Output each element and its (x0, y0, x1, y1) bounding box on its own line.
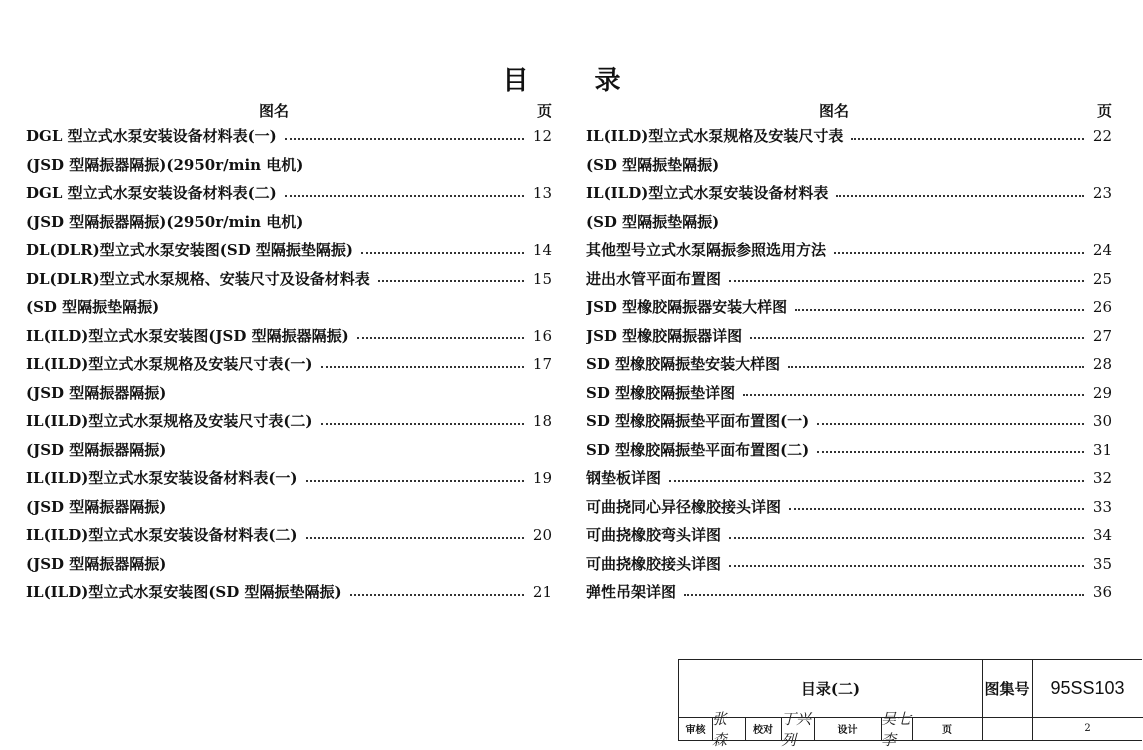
toc-entry (26, 179, 552, 208)
dot-leader (750, 336, 1084, 339)
toc-right-header (586, 100, 1112, 122)
toc-entry-page: 19 (532, 469, 552, 487)
design-label: 设计 (837, 725, 858, 736)
toc-entry (26, 464, 552, 493)
toc-entry-page: 25 (1092, 269, 1112, 288)
review-signature: 张 森 (712, 709, 728, 749)
toc-entry-page: 26 (1092, 298, 1112, 316)
toc-entry-title: 可曲挠橡胶接头详图 (586, 554, 722, 573)
dot-leader (851, 137, 1084, 140)
toc-entry (586, 436, 1112, 465)
toc-entry (26, 550, 552, 579)
dot-leader (285, 137, 524, 140)
sheet-name: 目录(二) (800, 680, 861, 698)
toc-entry (586, 208, 1112, 237)
toc-entry (586, 122, 1112, 151)
dot-leader (729, 564, 1084, 567)
dot-leader (743, 393, 1084, 396)
toc-entry-title: (SD 型隔振垫隔振) (586, 212, 720, 231)
toc-entry-page: 34 (1092, 526, 1112, 544)
toc-entry-page: 17 (532, 355, 552, 373)
toc-entry (586, 578, 1112, 607)
toc-entry (26, 208, 552, 237)
toc-left-header (26, 100, 552, 122)
page-label: 页 (942, 725, 952, 736)
toc-entry (26, 265, 552, 294)
toc-entry (586, 407, 1112, 436)
toc-entry-title: SD 型橡胶隔振垫详图 (586, 383, 736, 402)
dot-leader (834, 251, 1084, 254)
drawing-name-header: 图名 (818, 102, 849, 120)
title-block (678, 659, 1142, 749)
page-title: 目 录 (502, 66, 641, 96)
toc-entry-title: DGL 型立式水泵安装设备材料表(二) (26, 184, 277, 202)
dot-leader (321, 365, 524, 368)
toc-entry-title: IL(ILD)型立式水泵规格及安装尺寸表 (586, 127, 844, 145)
dot-leader (321, 422, 524, 425)
toc-entry-title: IL(ILD)型立式水泵安装图(JSD 型隔振器隔振) (26, 326, 349, 345)
toc-entry (26, 436, 552, 465)
toc-entry-title: (JSD 型隔振器隔振)(2950r/min 电机) (26, 212, 304, 231)
toc-entry-title: JSD 型橡胶隔振器安装大样图 (586, 298, 788, 316)
toc-entry (586, 550, 1112, 579)
atlas-label: 图集号 (984, 680, 1030, 698)
toc-entry-page: 14 (532, 241, 552, 259)
dot-leader (306, 536, 524, 539)
dot-leader (306, 479, 524, 482)
toc-entry (26, 350, 552, 379)
toc-entry-page: 24 (1092, 241, 1112, 259)
toc-entry-page: 15 (532, 269, 552, 288)
dot-leader (789, 507, 1084, 510)
toc-entry-title: SD 型橡胶隔振垫平面布置图(二) (586, 440, 810, 459)
page-header: 页 (1096, 102, 1112, 120)
toc-entry (26, 322, 552, 351)
drawing-name-header: 图名 (258, 102, 289, 120)
toc-right-column (586, 100, 1112, 607)
toc-entry-title: (JSD 型隔振器隔振) (26, 497, 167, 516)
toc-entry (26, 293, 552, 322)
dot-leader (729, 536, 1084, 539)
toc-entry-title: IL(ILD)型立式水泵安装设备材料表(一) (26, 469, 298, 487)
toc-entry-title: 可曲挠同心异径橡胶接头详图 (586, 497, 782, 516)
toc-entry-title: IL(ILD)型立式水泵安装设备材料表(二) (26, 526, 298, 544)
dot-leader (357, 336, 524, 339)
check-label: 校对 (753, 725, 773, 736)
toc-entry-title: IL(ILD)型立式水泵规格及安装尺寸表(二) (26, 412, 313, 430)
toc-entry-page: 18 (532, 412, 552, 430)
dot-leader (817, 422, 1084, 425)
toc-entry (586, 464, 1112, 493)
toc-entry-title: 其他型号立式水泵隔振参照选用方法 (586, 241, 827, 259)
toc-entry-page: 23 (1092, 184, 1112, 202)
toc-entry-title: (JSD 型隔振器隔振)(2950r/min 电机) (26, 155, 304, 174)
toc-entry-title: JSD 型橡胶隔振器详图 (586, 326, 743, 345)
toc-entry (26, 379, 552, 408)
toc-entry-title: IL(ILD)型立式水泵安装图(SD 型隔振垫隔振) (26, 583, 342, 601)
toc-entry-page: 16 (532, 326, 552, 345)
toc-entry-page: 29 (1092, 383, 1112, 402)
toc-entry (586, 293, 1112, 322)
toc-entry-title: DGL 型立式水泵安装设备材料表(一) (26, 127, 277, 145)
toc-entry-page: 12 (532, 127, 552, 145)
toc-entry-page: 33 (1092, 497, 1112, 516)
dot-leader (836, 194, 1084, 197)
toc-entry-page: 13 (532, 184, 552, 202)
toc-entry-title: (JSD 型隔振器隔振) (26, 383, 167, 402)
toc-entry-title: IL(ILD)型立式水泵安装设备材料表 (586, 184, 829, 202)
toc-entry-title: SD 型橡胶隔振垫安装大样图 (586, 355, 781, 373)
toc-entry-title: (SD 型隔振垫隔振) (26, 298, 160, 316)
toc-entry-title: (JSD 型隔振器隔振) (26, 440, 167, 459)
dot-leader (817, 450, 1084, 453)
dot-leader (285, 194, 524, 197)
toc-entry-title: SD 型橡胶隔振垫平面布置图(一) (586, 412, 810, 430)
toc-entry (586, 521, 1112, 550)
toc-entry-page: 27 (1092, 326, 1112, 345)
toc-entry (586, 322, 1112, 351)
dot-leader (361, 251, 524, 254)
toc-entry (26, 578, 552, 607)
page-header: 页 (536, 102, 552, 120)
dot-leader (795, 308, 1084, 311)
dot-leader (729, 279, 1084, 282)
design-signature: 吴七李 (881, 709, 912, 749)
atlas-number: 95SS103 (1050, 678, 1125, 698)
page-number: 2 (1084, 723, 1091, 734)
toc-entry (586, 179, 1112, 208)
dot-leader (378, 279, 524, 282)
toc-entry-title: 可曲挠橡胶弯头详图 (586, 526, 722, 544)
toc-entry-page: 32 (1092, 469, 1112, 487)
toc-entry-title: (JSD 型隔振器隔振) (26, 554, 167, 573)
toc-left-column (26, 100, 552, 607)
toc-entry-page: 22 (1092, 127, 1112, 145)
toc-entry-page: 21 (532, 583, 552, 601)
toc-entry-title: DL(DLR)型立式水泵规格、安装尺寸及设备材料表 (26, 269, 370, 288)
dot-leader (669, 479, 1084, 482)
toc-entry-page: 20 (532, 526, 552, 544)
toc-entry-title: 弹性吊架详图 (586, 583, 677, 601)
toc-entry-page: 36 (1092, 583, 1112, 601)
check-signature: 丁兴列 (781, 709, 812, 749)
toc-entry (586, 379, 1112, 408)
toc-entry (26, 407, 552, 436)
toc-entry-page: 30 (1092, 412, 1112, 430)
toc-entry-title: 钢垫板详图 (586, 469, 662, 487)
dot-leader (350, 593, 524, 596)
dot-leader (684, 593, 1084, 596)
toc-entry-page: 31 (1092, 440, 1112, 459)
toc-entry (586, 350, 1112, 379)
toc-entry (26, 122, 552, 151)
toc-entry-page: 28 (1092, 355, 1112, 373)
toc-entry-page: 35 (1092, 554, 1112, 573)
toc-entry-title: DL(DLR)型立式水泵安装图(SD 型隔振垫隔振) (26, 241, 354, 259)
toc-entry (26, 236, 552, 265)
review-label: 审核 (685, 725, 706, 736)
toc-entry-title: 进出水管平面布置图 (586, 269, 722, 288)
toc-entry (586, 151, 1112, 180)
toc-entry-title: IL(ILD)型立式水泵规格及安装尺寸表(一) (26, 355, 313, 373)
dot-leader (788, 365, 1084, 368)
toc-entry-title: (SD 型隔振垫隔振) (586, 155, 720, 174)
toc-entry (26, 493, 552, 522)
toc-entry (26, 521, 552, 550)
toc-entry (586, 265, 1112, 294)
toc-entry (26, 151, 552, 180)
toc-entry (586, 493, 1112, 522)
toc-entry (586, 236, 1112, 265)
